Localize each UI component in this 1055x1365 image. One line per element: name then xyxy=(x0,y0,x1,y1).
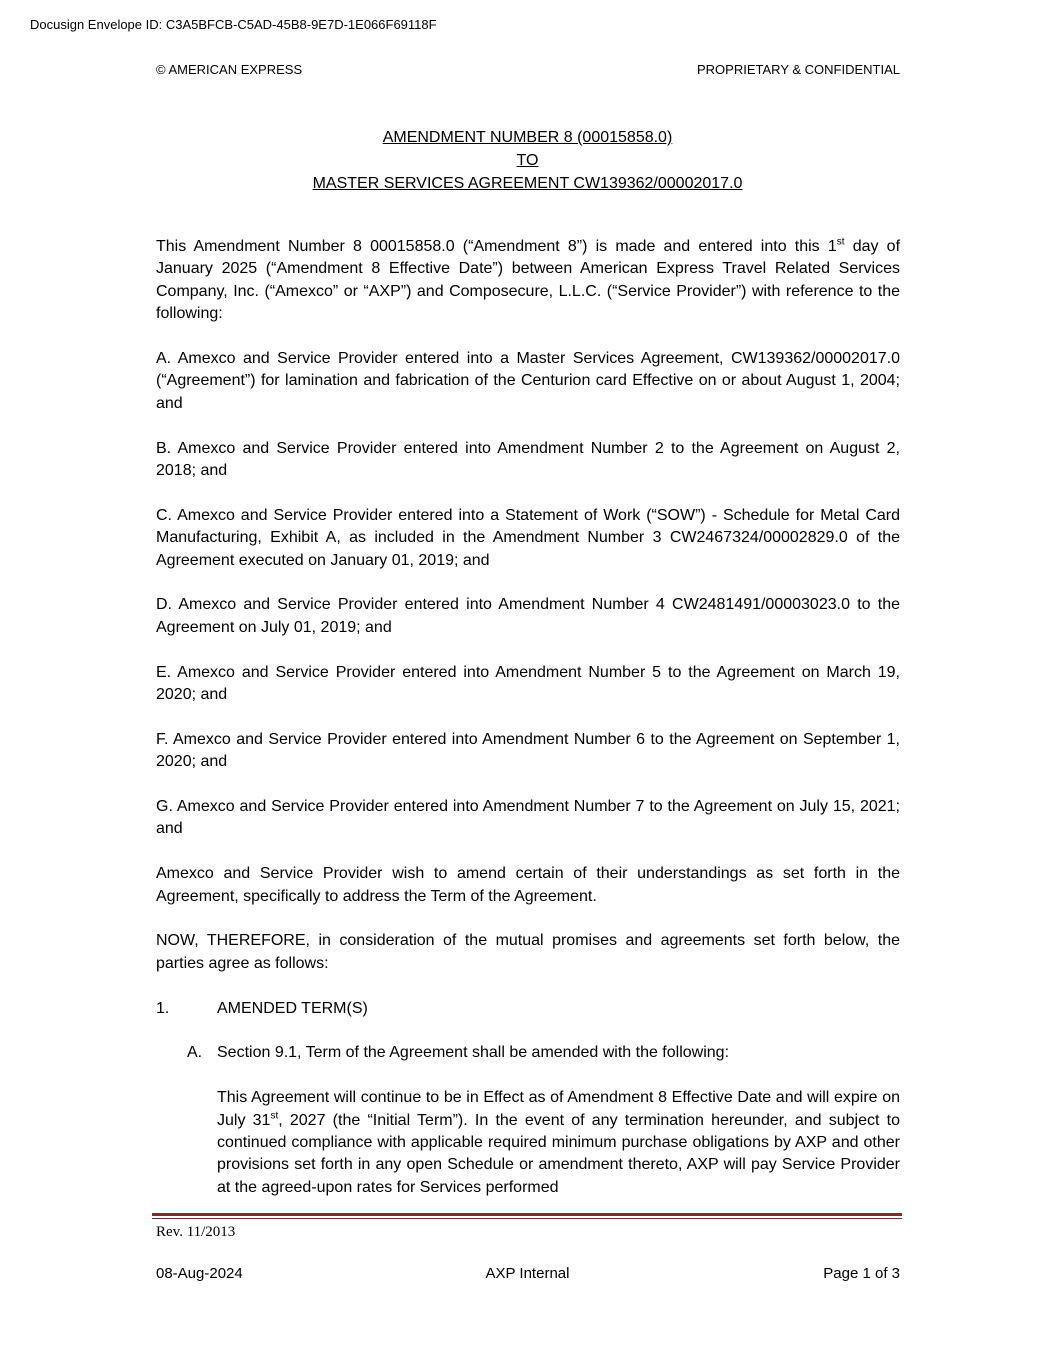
subsection-a xyxy=(156,1042,900,1064)
header-confidential: PROPRIETARY & CONFIDENTIAL xyxy=(697,62,900,77)
term-text-1: This Agreement will continue to be in Effect as of Amendment 8 Effective Date and will expire on July 31 xyxy=(217,1089,900,1129)
section-1-heading xyxy=(156,998,900,1020)
subsection-a-letter: A. xyxy=(187,1044,203,1062)
subsection-a-text: Section 9.1, Term of the Agreement shall be amended with the following: xyxy=(217,1044,730,1062)
intro-text-1: This Amendment Number 8 00015858.0 (“Amendment 8”) is made and entered into this 1 xyxy=(156,238,837,255)
section-1-number: 1. xyxy=(156,999,170,1017)
recital-c: C. Amexco and Service Provider entered into a Statement of Work (“SOW”) - Schedule for Metal Card Manufacturing, Exhibit A, as included in the Amendment Number 3 CW2467324/00002829.0 of the Agreement executed on January 01, 2019; and xyxy=(156,506,900,569)
recital-d: D. Amexco and Service Provider entered into Amendment Number 4 CW2481491/00003023.0 to the Agreement on July 01, 2019; and xyxy=(156,596,900,636)
term-text-2: , 2027 (the “Initial Term”). In the event of any termination hereunder, and subject to continued compliance with applicable required minimum purchase obligations by AXP and other provisions set forth in any open Schedule or amendment thereto, AXP will pay Service Provider at the agreed-upon rates for Services performed xyxy=(217,1111,900,1196)
now-therefore-paragraph: NOW, THEREFORE, in consideration of the mutual promises and agreements set forth below, the parties agree as follows: xyxy=(156,932,900,972)
term-superscript: st xyxy=(270,1110,279,1122)
docusign-envelope-id: Docusign Envelope ID: C3A5BFCB-C5AD-45B8-9E7D-1E066F69118F xyxy=(30,17,437,32)
recital-a: A. Amexco and Service Provider entered into a Master Services Agreement, CW139362/00002017.0 (“Agreement”) for lamination and fabrication of the Centurion card Effective on or about August 1, 2004; and xyxy=(156,350,900,412)
footer-rule-thick xyxy=(152,1213,902,1216)
document-title xyxy=(0,126,1055,195)
purpose-paragraph: Amexco and Service Provider wish to amend certain of their understandings as set forth in the Agreement, specifically to address the Term of the Agreement. xyxy=(156,865,900,905)
title-line-agreement: MASTER SERVICES AGREEMENT CW139362/00002017.0 xyxy=(312,175,743,192)
intro-text-2: day of January 2025 (“Amendment 8 Effective Date”) between American Express Travel Related Services Company, Inc. (“Amexco” or “AXP”) and Composecure, L.L.C. (“Service Provider”) with reference to the following: xyxy=(156,238,901,323)
title-line-to: TO xyxy=(516,152,539,169)
footer-classification: AXP Internal xyxy=(485,1265,570,1282)
recital-f: F. Amexco and Service Provider entered into Amendment Number 6 to the Agreement on September 1, 2020; and xyxy=(156,730,900,771)
footer-date: 08-Aug-2024 xyxy=(156,1265,243,1282)
footer-page-number: Page 1 of 3 xyxy=(823,1265,900,1282)
term-paragraph xyxy=(156,1087,900,1199)
recital-e: E. Amexco and Service Provider entered into Amendment Number 5 to the Agreement on March 19, 2020; and xyxy=(156,663,900,704)
footer-rule-thin xyxy=(152,1218,902,1219)
recital-g: G. Amexco and Service Provider entered into Amendment Number 7 to the Agreement on July 15, 2021; and xyxy=(156,798,900,838)
revision-label: Rev. 11/2013 xyxy=(156,1224,236,1240)
document-body xyxy=(156,236,900,1199)
section-1-title: AMENDED TERM(S) xyxy=(217,999,368,1017)
intro-paragraph xyxy=(156,236,900,326)
intro-superscript: st xyxy=(836,236,845,248)
title-line-amendment: AMENDMENT NUMBER 8 (00015858.0) xyxy=(382,129,673,146)
recital-b: B. Amexco and Service Provider entered into Amendment Number 2 to the Agreement on August 2, 2018; and xyxy=(156,439,900,480)
header-copyright: © AMERICAN EXPRESS xyxy=(156,62,303,77)
